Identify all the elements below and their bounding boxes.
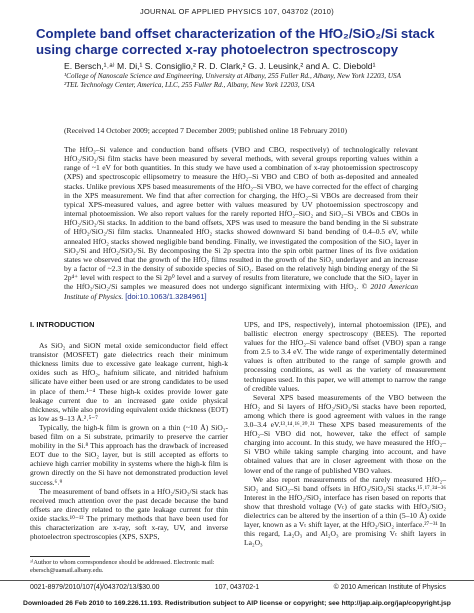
abstract-text: The HfO₂–Si valence and conduction band offsets (VBO and CBO, respectively) of technologically relevant HfO₂/SiO₂/Si film stacks have been measured by several methods, with several groups reporting values within a range of ~1 eV for both quantities. In this study we have used a combination of x-ray photoemission spectroscopy (XPS) and spectroscopic ellipsometry to measure the HfO₂–Si VBO and CBO of both as-deposited and annealed stacks. Unlike previous XPS based measurements of the HfO₂–Si VBO, we have corrected for the effect of charging in the XPS measurement. We find that after correction for charging, the HfO₂–Si VBOs are decreased from their typical XPS-measured values, and agree better with values measured by UV photoemission spectroscopy and internal photoemission. We also report values for the rarely reported HfO₂–SiO₂ and SiO₂–Si VBOs and CBOs in HfO₂/SiO₂/Si stacks. In addition to the band offsets, XPS was used to measure the band bending in the Si substrate of HfO₂/SiO₂/Si film stacks. Unannealed HfO₂ stacks showed downward Si band bending of 0.4–0.5 eV, while annealed HfO₂ stacks showed negligible band bending. Finally, we investigated the composition of the SiO₂ layer in SiO₂/Si and HfO₂/SiO₂/Si. By decomposing the Si 2p spectra into the spin orbit partner lines of its five oxidation states we observed that the growth of the HfO₂ films resulted in the growth of the SiO₂ underlayer and an increase by a factor of ~2.3 in the density of suboxide species of SiO₂. Based on the relatively high binding energy of the Si 2p⁴⁺ level with respect to the Si 2p⁰ level and a survey of results from literature, we conclude that the SiO₂ layer in the HfO₂/SiO₂/Si samples we measured does not undergo significant intermixing with HfO₂. — [64, 145, 418, 292]
copyright-line: © 2010 American Institute of Physics. — [64, 282, 419, 301]
paragraph: The measurement of band offsets in a HfO₂/SiO₂/Si stack has received much attention over the past decade because the band offsets are directly related to the gate leakage current for thin oxide stacks.¹⁰⁻¹² The primary methods that have been used for this characterization are x-ray, soft x-ray, UV, and inverse photoelectron spectroscopies (XPS, SXPS, — [30, 486, 228, 542]
affiliations — [64, 72, 444, 89]
abstract — [64, 145, 418, 301]
running-head: JOURNAL OF APPLIED PHYSICS 107, 043702 (2010) — [140, 7, 334, 16]
affiliation-2: ²TEL Technology Center, America, LLC, 255 Fuller Rd., Albany, New York 12203, USA — [64, 80, 315, 89]
left-column — [30, 320, 228, 541]
paragraph: Typically, the high-k film is grown on a thin (~10 Å) SiO₂-based film on a Si substrate, primarily to preserve the carrier mobility in the Si.⁸ This approach has the drawback of increased EOT due to the SiO₂ layer, but is still accepted as efforts to achieve high carrier mobility in systems where the high-k film is grown directly on the Si have not demonstrated production level success.⁶˒⁹ — [30, 422, 228, 487]
affiliation-1: ¹College of Nanoscale Science and Engineering, University at Albany, 255 Fuller Rd., Albany, New York 12203, USA — [64, 72, 401, 80]
paragraph: UPS, and IPS, respectively), internal photoemission (IPE), and ballistic electron energy spectroscopy (BEES). The reported values for the HfO₂–Si valence band offset (VBO) span a range from 2.5 to 3.4 eV. The wide range of experimentally determined values is often attributed to the range of sample growth and processing conditions, as well as the variety of measurement techniques used. In this paper, we will attempt to narrow the range of credible values. — [244, 320, 446, 393]
paragraph: As SiO₂ and SiON metal oxide semiconductor field effect transistor (MOSFET) gate dielectrics reach their minimum thickness limits due to excessive gate leakage current, high-k oxides such as HfO₂, hafnium silicate, and nitrided hafnium silicate have either been used or are strong candidates to be used in place of them.¹⁻⁴ These high-k oxides provide lower gate leakage current due to an increased gate oxide physical thickness, while also providing equivalent oxide thickness (EOT) as low as 9–13 Å.²˒⁵⁻⁷ — [30, 341, 228, 423]
right-column — [244, 320, 446, 547]
download-notice[interactable]: Downloaded 26 Feb 2010 to 169.226.11.193. Redistribution subject to AIP license or copyright; see http://jap.aip.org/jap/copyright.jsp — [23, 600, 451, 607]
article-title: Complete band offset characterization of the HfO₂/SiO₂/Si stack using charge corrected x-ray photoelectron spectroscopy — [36, 26, 435, 57]
footer-page-number: 107, 043702-1 — [214, 584, 260, 591]
footer-issn: 0021-8979/2010/107(4)/043702/13/$30.00 — [30, 584, 160, 591]
author-list: E. Bersch,¹˒ᵃ⁾ M. Di,¹ S. Consiglio,² R. D. Clark,² G. J. Leusink,² and A. C. Diebold¹ — [64, 61, 376, 71]
footer-copyright: © 2010 American Institute of Physics — [333, 584, 446, 591]
footnote-divider — [30, 556, 90, 557]
paragraph: We also report measurements of the rarely measured HfO₂–SiO₂ and SiO₂–Si band offsets in HfO₂/SiO₂/Si stacks.¹⁵˒¹⁷˒²⁴⁻²⁶ Interest in the HfO₂/SiO₂ interface has risen based on reports that show that threshold voltage (Vₜ) of gate stacks with HfO₂/SiO₂ dielectrics can be altered by the insertion of a thin (5–10 Å) oxide layer, known as a Vₜ shift layer, at the HfO₂/SiO₂ interface.²⁷⁻³¹ In this regard, La₂O₃ and Al₂O₃ are promising Vₜ shift layers in La₂O₃ — [244, 474, 446, 548]
received-dates: (Received 14 October 2009; accepted 7 December 2009; published online 18 February 2010) — [64, 126, 347, 135]
doi-link[interactable]: [doi:10.1063/1.3284961] — [125, 291, 207, 301]
section-heading: I. INTRODUCTION — [30, 320, 95, 329]
footnote: ᵃ⁾Author to whom correspondence should be addressed. Electronic mail: ebersch@uamail.albany.edu. — [30, 559, 215, 574]
paragraph: Several XPS based measurements of the VBO between the HfO₂ and Si layers of HfO₂/SiO₂/Si stacks have been reported, among which there is good agreement with values in the range 3.0–3.4 eV.¹³˒¹⁴˒¹⁶˒²⁰˒²¹ These XPS based measurements of the HfO₂–Si VBO did not, however, take the effect of sample charging into account. In this study, we have measured the HfO₂–Si VBO while taking sample charging into account, and have obtained values that are in closer agreement with those on the lower end of the range of published VBO values. — [244, 392, 446, 475]
footer-divider — [0, 580, 474, 581]
